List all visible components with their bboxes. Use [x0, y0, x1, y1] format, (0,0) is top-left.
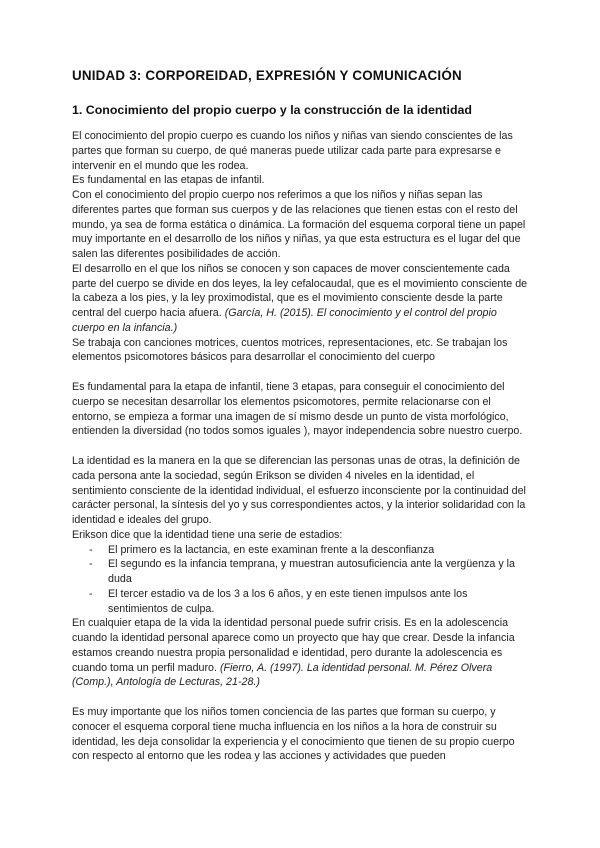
- citation-fierro: (Fierro, A. (1997). La identidad personal. M. Pérez Olvera (Comp.), Antología de Lecturas, 21-28.): [72, 661, 493, 689]
- paragraph-conclusion: Es muy importante que los niños tomen conciencia de las partes que forman su cuerpo, y conocer el esquema corporal tiene mucha influencia en los niños a la hora de construir su identidad, les deja consolidar la experiencia y el conocimiento que tienen de su propio cuerpo con respecto al entorno que les rodea y las acciones y actividades que pueden: [72, 706, 515, 763]
- paragraph-identity: La identidad es la manera en la que se diferencian las personas unas de otras, la definición de cada persona ante la sociedad, según Erikson se dividen 4 niveles en la identidad, el sentimiento consciente de la identidad individual, el esfuerzo inconsciente por la continuidad del carácter personal, la síntesis del yo y sus correspondientes actos, y la interior solidaridad con la identidad e ideales del grupo.: [72, 455, 526, 526]
- paragraph-activities: Se trabaja con canciones motrices, cuentos motrices, representaciones, etc. Se trabajan los elementos psicomotores básicos para desarrollar el conocimiento del cuerpo: [72, 336, 508, 364]
- spacer: [72, 439, 530, 454]
- paragraph-body-knowledge: El conocimiento del propio cuerpo es cuando los niños y niñas van siendo conscientes de las partes que forman su cuerpo, de qué maneras puede utilizar cada parte para expresarse e intervenir en el mundo que les rodea.: [72, 130, 513, 172]
- list-item: - El primero es la lactancia, en este examinan frente a la desconfianza: [72, 543, 530, 558]
- paragraph-laws-text: El desarrollo en el que los niños se conocen y son capaces de mover conscientemente cada parte del cuerpo se divide en dos leyes, la ley cefalocaudal, que es el movimiento consciente de la cabeza a los pies, y la ley proximodistal, que es el movimiento consciente desde la parte central del cuerpo hacia afuera.: [72, 262, 528, 319]
- unit-title: UNIDAD 3: CORPOREIDAD, EXPRESIÓN Y COMUNICACIÓN: [72, 68, 462, 83]
- citation-garcia: (García, H. (2015). El conocimiento y el control del propio cuerpo en la infancia.): [72, 307, 497, 334]
- list-item: - El segundo es la infancia temprana, y muestran autosuficiencia ante la vergüenza y la duda: [72, 557, 530, 587]
- list-item: - El tercer estadio va de los 3 a los 6 años, y en este tienen impulsos ante los sentimientos de culpa.: [72, 587, 530, 617]
- paragraph-laws: [72, 262, 530, 336]
- spacer: [72, 365, 530, 380]
- paragraph-body-scheme: Con el conocimiento del propio cuerpo nos referimos a que los niños y niñas sepan las diferentes partes que forman sus cuerpos y de las relaciones que tienen estas con el resto del mundo, ya sea de forma estática o dinámica. La formación del esquema corporal tiene un papel muy importante en el desarrollo de los niños y niñas, ya que esta estructura es el lugar del que salen las diferentes posibilidades de acción.: [72, 189, 526, 260]
- stages-list: [72, 543, 530, 617]
- paragraph-crisis-text: En cualquier etapa de la vida la identidad personal puede sufrir crisis. Es en la adolescencia cuando la identidad personal aparece como un proyecto que hay que crear. Desde la infancia estamos creando nuestra propia personalidad e identidad, pero durante la adolescencia es cuando toma un perfil maduro.: [72, 617, 515, 674]
- paragraph-erikson: Erikson dice que la identidad tiene una serie de estadios:: [72, 528, 343, 541]
- section-title: 1. Conocimiento del propio cuerpo y la construcción de la identidad: [72, 103, 472, 117]
- paragraph-stages-summary: Es fundamental para la etapa de infantil, tiene 3 etapas, para conseguir el conocimiento del cuerpo se necesitan desarrollar los elementos psicomotores, permite relacionarse con el entorno, se empieza a formar una imagen de sí mismo desde un punto de vista morfológico, entienden la diversidad (no todos somos iguales ), mayor independencia sobre nuestro cuerpo.: [72, 381, 523, 438]
- spacer: [72, 690, 530, 705]
- paragraph-fundamental: Es fundamental en las etapas de infantil.: [72, 174, 265, 187]
- paragraph-crisis: [72, 616, 530, 690]
